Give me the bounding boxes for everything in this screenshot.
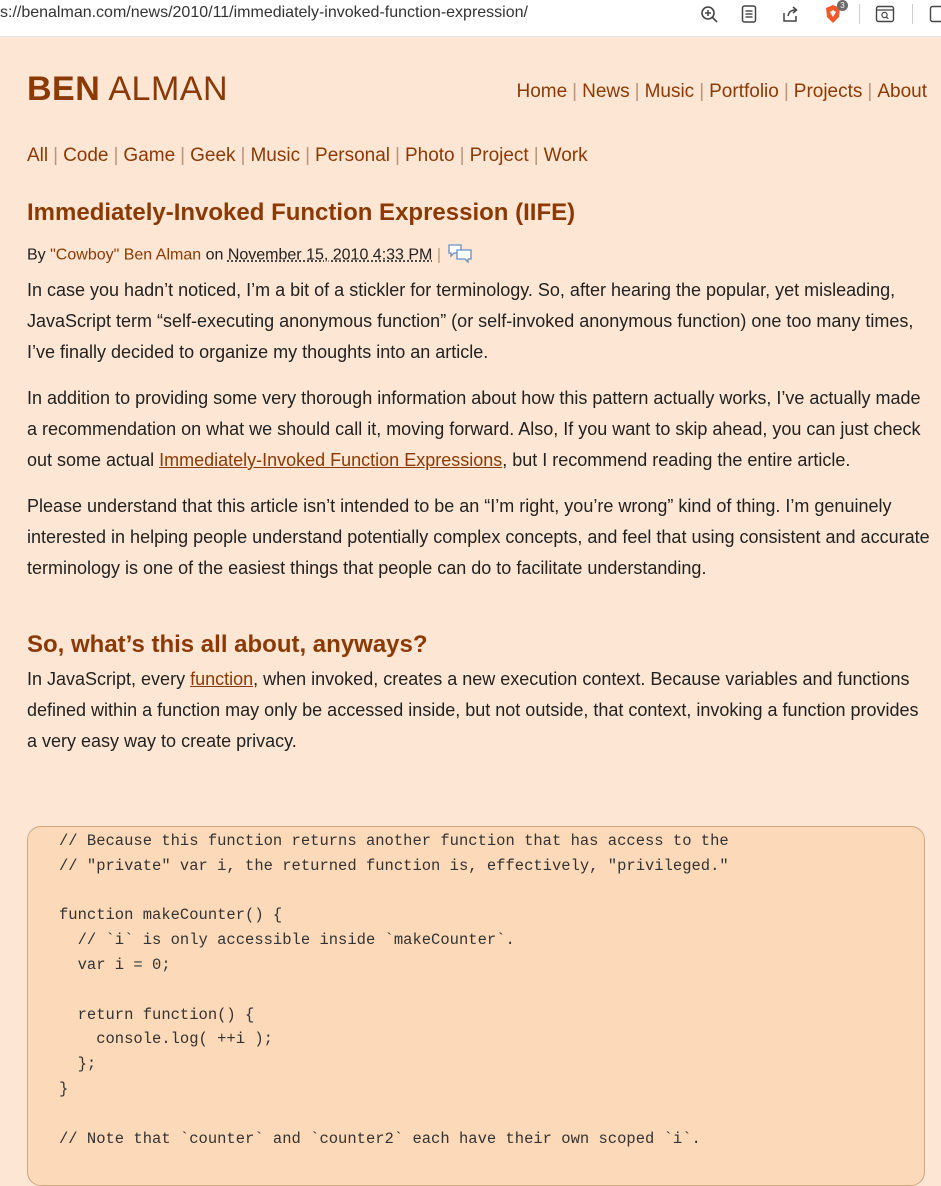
category-code[interactable]: Code — [63, 145, 108, 166]
main-nav — [516, 81, 927, 103]
byline-prefix: By — [27, 247, 50, 264]
category-project[interactable]: Project — [470, 145, 529, 166]
byline-on: on — [201, 247, 228, 264]
category-separator: | — [460, 145, 465, 166]
category-separator: | — [395, 145, 400, 166]
article-title[interactable]: Immediately-Invoked Function Expression (IIFE) — [27, 199, 575, 227]
site-logo[interactable]: BEN ALMAN — [27, 70, 228, 109]
category-separator: | — [534, 145, 539, 166]
section-heading: So, what’s this all about, anyways? — [27, 630, 932, 660]
category-game[interactable]: Game — [123, 145, 175, 166]
byline-separator: | — [432, 247, 445, 264]
category-music[interactable]: Music — [250, 145, 300, 166]
paragraph: In case you hadn’t noticed, I’m a bit of a stickler for terminology. So, after hearing the popular, yet misleading, JavaScript term “self-executing anonymous function” (or self-invoked anonymous function) one too many times, I’ve finally decided to organize my thoughts into an article. — [27, 275, 932, 368]
category-nav — [27, 145, 588, 167]
share-icon[interactable] — [779, 3, 801, 25]
category-photo[interactable]: Photo — [405, 145, 455, 166]
address-bar[interactable] — [0, 0, 941, 37]
comments-icon[interactable] — [447, 242, 473, 269]
nav-music[interactable]: Music — [645, 81, 695, 102]
paragraph — [27, 383, 932, 476]
post-date: November 15, 2010 4:33 PM — [228, 247, 433, 264]
category-separator: | — [305, 145, 310, 166]
code-block[interactable] — [27, 826, 925, 1186]
paragraph-text: In JavaScript, every — [27, 669, 190, 689]
tab-search-icon[interactable] — [874, 3, 896, 25]
category-separator: | — [53, 145, 58, 166]
category-personal[interactable]: Personal — [315, 145, 390, 166]
category-work[interactable]: Work — [544, 145, 588, 166]
nav-news[interactable]: News — [582, 81, 630, 102]
nav-separator: | — [572, 81, 577, 102]
category-separator: | — [180, 145, 185, 166]
category-separator: | — [113, 145, 118, 166]
shield-count-badge: 3 — [837, 0, 848, 11]
url-text[interactable]: s://benalman.com/news/2010/11/immediately-invoked-function-expression/ — [0, 4, 528, 22]
nav-portfolio[interactable]: Portfolio — [709, 81, 779, 102]
nav-separator: | — [867, 81, 872, 102]
byline — [27, 242, 473, 269]
zoom-in-icon[interactable] — [698, 3, 720, 25]
author-link[interactable]: "Cowboy" Ben Alman — [50, 247, 201, 264]
nav-separator: | — [635, 81, 640, 102]
nav-separator: | — [699, 81, 704, 102]
category-separator: | — [241, 145, 246, 166]
code-text[interactable]: // Because this function returns another function that has access to the // "private" var i, the returned function is, effectively, "privileged." function makeCounter() { // `i` is only accessible inside `makeCounter`. var i = 0; return function() { console.log( ++i ); }; } // Note that `counter` and `counter2` each have their own scoped `i`. — [28, 827, 924, 1151]
article-body — [27, 275, 932, 772]
function-link[interactable]: function — [190, 669, 253, 689]
category-geek[interactable]: Geek — [190, 145, 235, 166]
nav-separator: | — [784, 81, 789, 102]
sidebar-icon[interactable] — [926, 3, 941, 25]
paragraph-text: , but I recommend reading the entire article. — [502, 450, 850, 470]
paragraph-text: , when invoked, creates a new execution context. Because variables and functions defined within a function may only be accessed inside, but not outside, that context, invoking a function provides a very easy way to create privacy. — [27, 669, 919, 751]
paragraph — [27, 664, 932, 757]
nav-projects[interactable]: Projects — [794, 81, 863, 102]
paragraph: Please understand that this article isn’t intended to be an “I’m right, you’re wrong” kind of thing. I’m genuinely interested in helping people understand potentially complex concepts, and feel that using consistent and accurate terminology is one of the easiest things that people can do to facilitate understanding. — [27, 491, 932, 584]
reader-mode-icon[interactable] — [738, 3, 760, 25]
nav-about[interactable]: About — [877, 81, 927, 102]
toolbar-divider — [859, 4, 860, 24]
nav-home[interactable]: Home — [516, 81, 567, 102]
paragraph-text: In addition to providing some very thorough information about how this pattern actually works, I’ve actually made a recommendation on what we should call it, moving forward. Also, If you want to skip ahead, you can just check out some actual — [27, 388, 920, 470]
iife-link[interactable]: Immediately-Invoked Function Expressions — [159, 450, 502, 470]
category-all[interactable]: All — [27, 145, 48, 166]
toolbar-divider-2 — [912, 4, 913, 24]
